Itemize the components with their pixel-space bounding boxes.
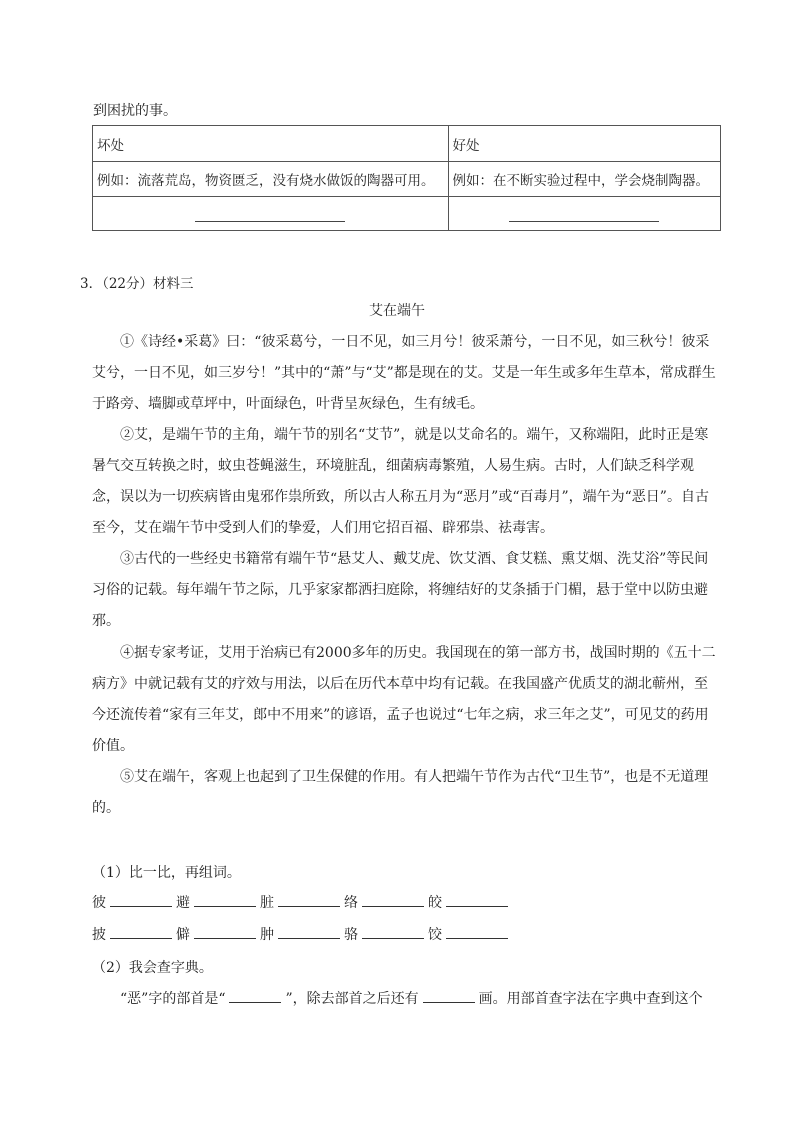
- answer-blank[interactable]: [194, 924, 256, 939]
- dict-text-c: 画。用部首查字法在字典中查到这个: [478, 991, 703, 1007]
- answer-blank[interactable]: [446, 892, 508, 907]
- answer-cell-bad[interactable]: [93, 197, 449, 231]
- stroke-count-blank[interactable]: [423, 988, 475, 1003]
- table-row: [93, 197, 721, 231]
- answer-blank[interactable]: [194, 892, 256, 907]
- dict-text-a: “恶”字的部首是“: [120, 991, 226, 1007]
- passage-title: 艾在端午: [369, 303, 425, 319]
- pros-cons-table: [92, 125, 721, 231]
- dict-text-b: ”，除去部首之后还有: [285, 991, 419, 1007]
- answer-cell-good[interactable]: [448, 197, 720, 231]
- char: 披: [92, 927, 106, 943]
- intro-tail-text: 到困扰的事。: [93, 103, 177, 119]
- paragraph-3: ③古代的一些经史书籍常有端午节“悬艾人、戴艾虎、饮艾酒、食艾糕、熏艾烟、洗艾浴”等民间习俗的记载。每年端午节之际，几乎家家都洒扫庭除，将缠结好的艾条插于门楣，悬于堂中以防虫避邪。: [92, 551, 709, 629]
- header-cell-bad: 坏处: [93, 126, 449, 162]
- char: 皎: [428, 895, 442, 911]
- answer-blank[interactable]: [362, 892, 424, 907]
- paragraph-4: ④据专家考证，艾用于治病已有2000多年的历史。我国现在的第一部方书，战国时期的《五十二病方》中就记载有艾的疗效与用法，以后在历代本草中均有记载。在我国盛产优质艾的湖北蕲州，至今还流传着“家有三年艾，郎中不用来”的谚语，孟子也说过“七年之病，求三年之艾”，可见艾的药用价值。: [92, 645, 716, 754]
- char: 肿: [260, 927, 274, 943]
- char: 避: [176, 895, 190, 911]
- paragraph-5: ⑤艾在端午，客观上也起到了卫生保健的作用。有人把端午节作为古代“卫生节”，也是不无道理的。: [92, 769, 709, 816]
- answer-blank[interactable]: [278, 924, 340, 939]
- example-cell-bad: 例如：流落荒岛，物资匮乏，没有烧水做饭的陶器可用。: [93, 162, 449, 197]
- answer-blank-line: [509, 220, 659, 222]
- answer-blank[interactable]: [110, 892, 172, 907]
- table-row: [93, 126, 721, 162]
- radical-blank[interactable]: [229, 988, 281, 1003]
- compare-row-1: [92, 892, 512, 912]
- char: 饺: [428, 927, 442, 943]
- answer-blank[interactable]: [278, 892, 340, 907]
- answer-blank[interactable]: [110, 924, 172, 939]
- answer-blank[interactable]: [446, 924, 508, 939]
- char: 僻: [176, 927, 190, 943]
- question-heading: 3．（22分）材料三: [80, 276, 194, 292]
- dictionary-question: [92, 988, 720, 1008]
- answer-blank-line: [195, 220, 345, 222]
- paragraph-1: ①《诗经•采葛》曰：“彼采葛兮，一日不见，如三月兮！彼采萧兮，一日不见，如三秋兮！彼采艾兮，一日不见，如三岁兮！”其中的“萧”与“艾”都是现在的艾。艾是一年生或多年生草本，常成群生于路旁、墙脚或草坪中，叶面绿色，叶背呈灰绿色，生有绒毛。: [92, 334, 716, 412]
- char: 脏: [260, 895, 274, 911]
- example-cell-good: 例如：在不断实验过程中，学会烧制陶器。: [448, 162, 720, 197]
- paragraph-2: ②艾，是端午节的主角，端午节的别名“艾节”，就是以艾命名的。端午，又称端阳，此时正是寒暑气交互转换之时，蚊虫苍蝇滋生，环境脏乱，细菌病毒繁殖，人易生病。古时，人们缺乏科学观念，误以为一切疾病皆由鬼邪作祟所致，所以古人称五月为“恶月”或“百毒月”，端午为“恶日”。自古至今，艾在端午节中受到人们的挚爱，人们用它招百福、辟邪祟、祛毒害。: [92, 427, 709, 536]
- subquestion-1-label: （1）比一比，再组词。: [92, 865, 241, 881]
- char: 络: [344, 895, 358, 911]
- subquestion-2-label: （2）我会查字典。: [92, 960, 213, 976]
- header-cell-good: 好处: [448, 126, 720, 162]
- char: 骆: [344, 927, 358, 943]
- answer-blank[interactable]: [362, 924, 424, 939]
- char: 彼: [92, 895, 106, 911]
- table-row: [93, 162, 721, 197]
- compare-row-2: [92, 924, 512, 944]
